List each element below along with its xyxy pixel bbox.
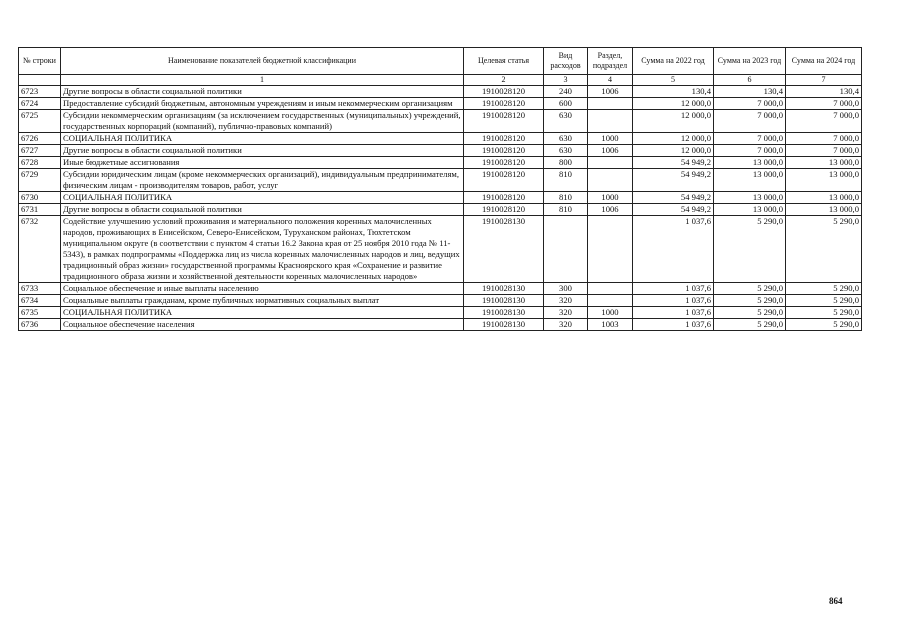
row-section-cell (588, 169, 633, 192)
row-sum-2022-cell: 1 037,6 (633, 307, 714, 319)
row-sum-2024-cell: 5 290,0 (786, 216, 862, 283)
row-sum-2024-cell: 7 000,0 (786, 133, 862, 145)
column-number (19, 75, 61, 86)
row-name-cell: Социальное обеспечение и иные выплаты населению (61, 283, 464, 295)
row-sum-2024-cell: 13 000,0 (786, 157, 862, 169)
row-sum-2023-cell: 7 000,0 (714, 110, 786, 133)
row-number-cell: 6729 (19, 169, 61, 192)
row-sum-2022-cell: 1 037,6 (633, 216, 714, 283)
row-sum-2024-cell: 5 290,0 (786, 307, 862, 319)
header-row (19, 48, 862, 75)
row-section-cell (588, 295, 633, 307)
row-number-cell: 6724 (19, 98, 61, 110)
row-name-cell: Социальные выплаты гражданам, кроме публичных нормативных социальных выплат (61, 295, 464, 307)
row-sum-2024-cell: 5 290,0 (786, 319, 862, 331)
row-name-cell: СОЦИАЛЬНАЯ ПОЛИТИКА (61, 192, 464, 204)
table-row (19, 86, 862, 98)
row-number-cell: 6734 (19, 295, 61, 307)
header-row-no: № строки (19, 48, 61, 75)
table-row (19, 216, 862, 283)
row-sum-2022-cell: 12 000,0 (633, 110, 714, 133)
row-sum-2023-cell: 13 000,0 (714, 192, 786, 204)
row-sum-2022-cell: 54 949,2 (633, 169, 714, 192)
row-sum-2024-cell: 5 290,0 (786, 295, 862, 307)
row-target-cell: 1910028130 (464, 216, 544, 283)
row-expense-type-cell: 810 (544, 169, 588, 192)
row-expense-type-cell: 240 (544, 86, 588, 98)
row-sum-2022-cell: 12 000,0 (633, 145, 714, 157)
header-section: Раздел, подраздел (588, 48, 633, 75)
table-row (19, 204, 862, 216)
row-sum-2022-cell: 130,4 (633, 86, 714, 98)
row-number-cell: 6727 (19, 145, 61, 157)
row-section-cell: 1003 (588, 319, 633, 331)
row-number-cell: 6733 (19, 283, 61, 295)
row-name-cell: Содействие улучшению условий проживания и материального положения коренных малочисленных народов, проживающих в Енисейском, Северо-Енисейском, Туруханском районах, Тюхтетском муниципальном округе (в соответствии с пунктом 4 статьи 16.2 Закона края от 25 ноября 2010 года № 11-5343), в рамках подпрограммы «Поддержка лиц из числа коренных малочисленных народов и лиц, ведущих традиционный образ жизни» государственной программы Красноярского края «Сохранение и развитие традиционного образа жизни и хозяйственной деятельности коренных малочисленных народов» (61, 216, 464, 283)
row-name-cell: СОЦИАЛЬНАЯ ПОЛИТИКА (61, 307, 464, 319)
row-sum-2024-cell: 7 000,0 (786, 98, 862, 110)
row-sum-2023-cell: 7 000,0 (714, 98, 786, 110)
row-section-cell (588, 216, 633, 283)
row-expense-type-cell: 630 (544, 110, 588, 133)
row-expense-type-cell: 810 (544, 204, 588, 216)
row-target-cell: 1910028130 (464, 319, 544, 331)
row-sum-2022-cell: 54 949,2 (633, 157, 714, 169)
row-target-cell: 1910028120 (464, 192, 544, 204)
row-sum-2023-cell: 5 290,0 (714, 319, 786, 331)
row-name-cell: Субсидии некоммерческим организациям (за исключением государственных (муниципальных) учреждений, государственных корпораций (компаний), публично-правовых компаний) (61, 110, 464, 133)
row-name-cell: Предоставление субсидий бюджетным, автономным учреждениям и иным некоммерческим организациям (61, 98, 464, 110)
column-number: 5 (633, 75, 714, 86)
row-name-cell: Другие вопросы в области социальной политики (61, 86, 464, 98)
row-sum-2024-cell: 13 000,0 (786, 192, 862, 204)
header-target: Целевая статья (464, 48, 544, 75)
table-row (19, 319, 862, 331)
row-name-cell: Субсидии юридическим лицам (кроме некоммерческих организаций), индивидуальным предпринимателям, физическим лицам - производителям товаров, работ, услуг (61, 169, 464, 192)
row-sum-2023-cell: 13 000,0 (714, 157, 786, 169)
row-target-cell: 1910028120 (464, 169, 544, 192)
row-target-cell: 1910028130 (464, 307, 544, 319)
row-sum-2023-cell: 13 000,0 (714, 169, 786, 192)
header-expense-type: Вид расходов (544, 48, 588, 75)
row-section-cell: 1000 (588, 307, 633, 319)
page-number: 864 (829, 596, 843, 606)
row-expense-type-cell (544, 216, 588, 283)
row-name-cell: Другие вопросы в области социальной политики (61, 145, 464, 157)
header-sum-2023: Сумма на 2023 год (714, 48, 786, 75)
row-sum-2024-cell: 13 000,0 (786, 204, 862, 216)
row-expense-type-cell: 810 (544, 192, 588, 204)
row-name-cell: СОЦИАЛЬНАЯ ПОЛИТИКА (61, 133, 464, 145)
column-number: 2 (464, 75, 544, 86)
row-number-cell: 6726 (19, 133, 61, 145)
table-row (19, 133, 862, 145)
column-number: 6 (714, 75, 786, 86)
table-row (19, 307, 862, 319)
row-sum-2022-cell: 12 000,0 (633, 133, 714, 145)
header-sum-2024: Сумма на 2024 год (786, 48, 862, 75)
row-section-cell: 1006 (588, 86, 633, 98)
row-target-cell: 1910028130 (464, 283, 544, 295)
row-sum-2023-cell: 7 000,0 (714, 133, 786, 145)
table-row (19, 145, 862, 157)
table-row (19, 110, 862, 133)
row-number-cell: 6736 (19, 319, 61, 331)
table-row (19, 157, 862, 169)
row-section-cell: 1006 (588, 204, 633, 216)
column-number: 7 (786, 75, 862, 86)
row-target-cell: 1910028120 (464, 133, 544, 145)
row-sum-2024-cell: 7 000,0 (786, 110, 862, 133)
table-row (19, 283, 862, 295)
row-target-cell: 1910028120 (464, 204, 544, 216)
row-number-cell: 6731 (19, 204, 61, 216)
row-number-cell: 6730 (19, 192, 61, 204)
row-number-cell: 6725 (19, 110, 61, 133)
row-expense-type-cell: 630 (544, 133, 588, 145)
table-body (19, 86, 862, 331)
budget-table (18, 47, 862, 331)
row-number-cell: 6735 (19, 307, 61, 319)
row-sum-2023-cell: 5 290,0 (714, 216, 786, 283)
row-section-cell (588, 157, 633, 169)
header-name: Наименование показателей бюджетной классификации (61, 48, 464, 75)
row-expense-type-cell: 320 (544, 295, 588, 307)
row-name-cell: Социальное обеспечение населения (61, 319, 464, 331)
row-sum-2024-cell: 130,4 (786, 86, 862, 98)
row-sum-2022-cell: 1 037,6 (633, 319, 714, 331)
row-target-cell: 1910028120 (464, 86, 544, 98)
row-name-cell: Иные бюджетные ассигнования (61, 157, 464, 169)
row-sum-2024-cell: 5 290,0 (786, 283, 862, 295)
row-expense-type-cell: 600 (544, 98, 588, 110)
row-expense-type-cell: 320 (544, 307, 588, 319)
row-sum-2023-cell: 5 290,0 (714, 283, 786, 295)
row-sum-2022-cell: 54 949,2 (633, 192, 714, 204)
row-section-cell: 1006 (588, 145, 633, 157)
row-section-cell (588, 283, 633, 295)
table-row (19, 295, 862, 307)
row-number-cell: 6728 (19, 157, 61, 169)
table-row (19, 98, 862, 110)
row-number-cell: 6723 (19, 86, 61, 98)
row-sum-2024-cell: 7 000,0 (786, 145, 862, 157)
row-section-cell (588, 110, 633, 133)
row-target-cell: 1910028120 (464, 98, 544, 110)
row-sum-2022-cell: 1 037,6 (633, 295, 714, 307)
header-sum-2022: Сумма на 2022 год (633, 48, 714, 75)
row-section-cell: 1000 (588, 133, 633, 145)
row-sum-2023-cell: 13 000,0 (714, 204, 786, 216)
row-sum-2023-cell: 7 000,0 (714, 145, 786, 157)
row-expense-type-cell: 320 (544, 319, 588, 331)
row-sum-2023-cell: 5 290,0 (714, 295, 786, 307)
row-number-cell: 6732 (19, 216, 61, 283)
row-expense-type-cell: 300 (544, 283, 588, 295)
column-number: 1 (61, 75, 464, 86)
row-target-cell: 1910028120 (464, 110, 544, 133)
row-sum-2022-cell: 12 000,0 (633, 98, 714, 110)
column-number-row (19, 75, 862, 86)
row-sum-2022-cell: 1 037,6 (633, 283, 714, 295)
row-section-cell: 1000 (588, 192, 633, 204)
column-number: 3 (544, 75, 588, 86)
row-target-cell: 1910028130 (464, 295, 544, 307)
row-sum-2023-cell: 130,4 (714, 86, 786, 98)
column-number: 4 (588, 75, 633, 86)
row-target-cell: 1910028120 (464, 157, 544, 169)
table-row (19, 169, 862, 192)
row-sum-2023-cell: 5 290,0 (714, 307, 786, 319)
row-name-cell: Другие вопросы в области социальной политики (61, 204, 464, 216)
row-section-cell (588, 98, 633, 110)
row-sum-2024-cell: 13 000,0 (786, 169, 862, 192)
table-row (19, 192, 862, 204)
row-target-cell: 1910028120 (464, 145, 544, 157)
row-expense-type-cell: 800 (544, 157, 588, 169)
row-sum-2022-cell: 54 949,2 (633, 204, 714, 216)
row-expense-type-cell: 630 (544, 145, 588, 157)
